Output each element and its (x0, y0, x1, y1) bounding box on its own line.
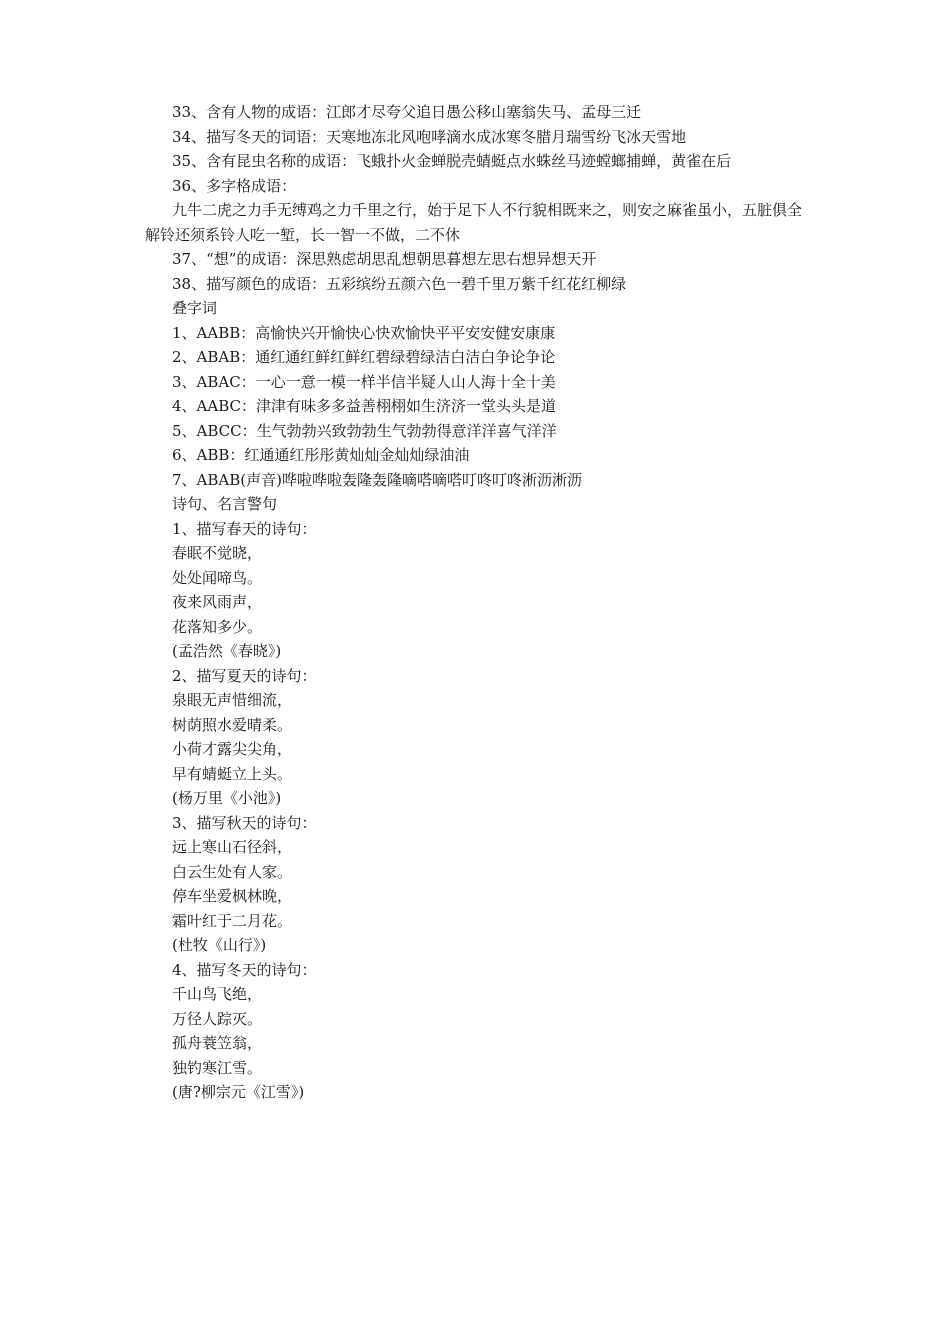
poem-source: (孟浩然《春晓》) (172, 642, 282, 660)
reduplication-item: 7、ABAB(声音)哗啦哗啦轰隆轰隆嘀嗒嘀嗒叮咚叮咚淅沥淅沥 (172, 470, 582, 489)
poem-line: 夜来风雨声， (172, 593, 263, 611)
reduplication-item: 4、AABC：津津有味多多益善栩栩如生济济一堂头头是道 (172, 397, 556, 415)
poem-section-title: 4、描写冬天的诗句： (172, 960, 317, 979)
reduplication-item: 1、AABB：高愉快兴开愉快心快欢愉快平平安安健安康康 (172, 323, 556, 342)
poem-line: 霜叶红于二月花。 (172, 911, 293, 930)
poem-line: 小荷才露尖尖角， (172, 740, 293, 758)
poem-source: (杜牧《山行》) (172, 936, 267, 954)
poem-section-title: 3、描写秋天的诗句： (172, 813, 317, 832)
idiom-line-33: 33、含有人物的成语：江郎才尽夸父追日愚公移山塞翁失马、孟母三迁 (172, 103, 642, 121)
idiom-line-37: 37、“想”的成语：深思熟虑胡思乱想朝思暮想左思右想异想天开 (172, 250, 597, 268)
poem-line: 千山鸟飞绝， (172, 985, 263, 1003)
poem-line: 花落知多少。 (172, 617, 263, 636)
idiom-line-38: 38、描写颜色的成语：五彩缤纷五颜六色一碧千里万紫千红花红柳绿 (172, 274, 627, 293)
document-page (145, 100, 805, 1105)
poem-line: 远上寒山石径斜， (172, 838, 293, 856)
multi-char-idioms-paragraph: 九牛二虎之力手无缚鸡之力千里之行，始于足下人不行貌相既来之，则安之麻雀虽小，五脏俱全解铃还须系铃人吃一堑，长一智一不做，二不休 (145, 201, 803, 244)
idiom-line-36: 36、多字格成语： (172, 176, 297, 195)
poem-section-title: 2、描写夏天的诗句： (172, 666, 317, 685)
reduplication-item: 2、ABAB：通红通红鲜红鲜红碧绿碧绿洁白洁白争论争论 (172, 348, 556, 366)
reduplication-heading: 叠字词 (172, 299, 218, 317)
idiom-line-35: 35、含有昆虫名称的成语：飞蛾扑火金蝉脱壳蜻蜓点水蛛丝马迹螳螂捕蝉，黄雀在后 (172, 152, 732, 170)
poem-line: 春眠不觉晓， (172, 544, 263, 562)
reduplication-item: 5、ABCC：生气勃勃兴致勃勃生气勃勃得意洋洋喜气洋洋 (172, 421, 557, 440)
poem-source: (杨万里《小池》) (172, 789, 282, 807)
poem-line: 孤舟蓑笠翁， (172, 1034, 263, 1052)
poems-heading: 诗句、名言警句 (172, 495, 278, 513)
reduplication-item: 3、ABAC：一心一意一模一样半信半疑人山人海十全十美 (172, 372, 556, 391)
poem-source: (唐?柳宗元《江雪》) (172, 1083, 305, 1101)
poem-line: 停车坐爱枫林晚， (172, 887, 293, 905)
poem-line: 早有蜻蜓立上头。 (172, 764, 293, 783)
reduplication-item: 6、ABB：红通通红彤彤黄灿灿金灿灿绿油油 (172, 446, 470, 464)
poem-line: 处处闻啼鸟。 (172, 568, 263, 587)
poem-line: 泉眼无声惜细流， (172, 691, 293, 709)
poem-section-title: 1、描写春天的诗句： (172, 519, 317, 538)
idiom-line-34: 34、描写冬天的词语：天寒地冻北风咆哮滴水成冰寒冬腊月瑞雪纷飞冰天雪地 (172, 127, 687, 146)
poem-line: 白云生处有人家。 (172, 862, 293, 881)
poem-line: 万径人踪灭。 (172, 1009, 263, 1028)
poem-line: 独钓寒江雪。 (172, 1058, 263, 1077)
poem-line: 树荫照水爱晴柔。 (172, 715, 293, 734)
